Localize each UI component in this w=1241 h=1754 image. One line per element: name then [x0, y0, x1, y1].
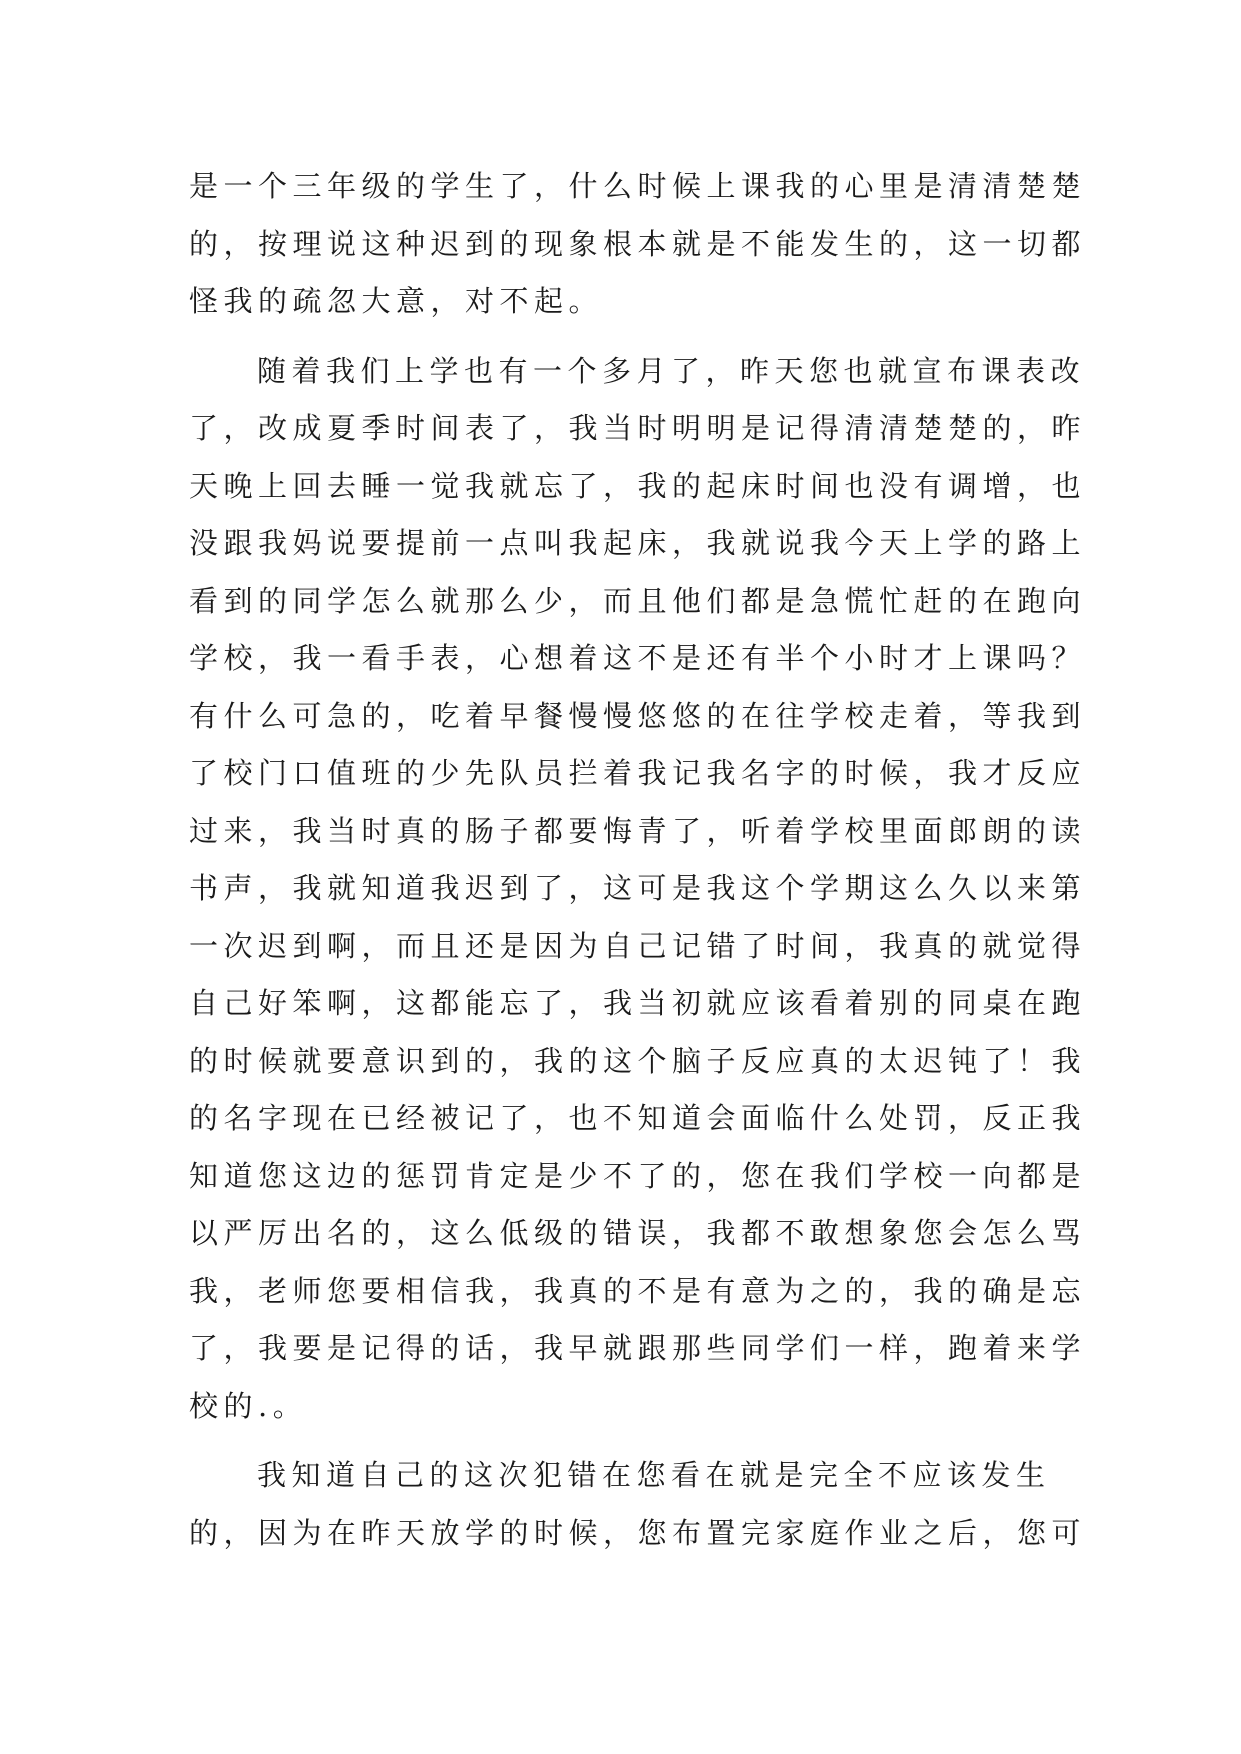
text-line: 的名字现在已经被记了，也不知道会面临什么处罚，反正我: [189, 1101, 1087, 1135]
text-line: 天晚上回去睡一觉我就忘了，我的起床时间也没有调增，也: [189, 468, 1087, 503]
text-line: 了，我要是记得的话，我早就跟那些同学们一样，跑着来学: [189, 1331, 1087, 1365]
text-line: 的，因为在昨天放学的时候，您布置完家庭作业之后，您可: [189, 1515, 1087, 1550]
text-line: 是一个三年级的学生了，什么时候上课我的心里是清清楚楚: [189, 169, 1087, 203]
text-line: 以严厉出名的，这么低级的错误，我都不敢想象您会怎么骂: [189, 1216, 1087, 1250]
text-line: 看到的同学怎么就那么少，而且他们都是急慌忙赶的在跑向: [189, 583, 1087, 618]
text-line: 没跟我妈说要提前一点叫我起床，我就说我今天上学的路上: [189, 526, 1087, 560]
text-line-indented: 我知道自己的这次犯错在您看在就是完全不应该发生: [257, 1458, 1051, 1492]
document-body: [189, 158, 1087, 1562]
text-line: 自己好笨啊，这都能忘了，我当初就应该看着别的同桌在跑: [189, 986, 1087, 1020]
paragraph-1: [189, 158, 1087, 331]
text-line: 一次迟到啊，而且还是因为自己记错了时间，我真的就觉得: [189, 928, 1087, 963]
text-line: 校的.。: [189, 1388, 308, 1423]
text-line: 过来，我当时真的肠子都要悔青了，听着学校里面郎朗的读: [189, 813, 1087, 848]
text-line: 书声，我就知道我迟到了，这可是我这个学期这么久以来第: [189, 871, 1087, 905]
text-line: 知道您这边的惩罚肯定是少不了的，您在我们学校一向都是: [189, 1158, 1087, 1193]
paragraph-3: [189, 1447, 1087, 1562]
text-line: 学校，我一看手表，心想着这不是还有半个小时才上课吗？: [189, 641, 1087, 675]
paragraph-2: [189, 343, 1087, 1436]
text-line: 的，按理说这种迟到的现象根本就是不能发生的，这一切都: [189, 226, 1087, 261]
text-line: 的时候就要意识到的，我的这个脑子反应真的太迟钝了！我: [189, 1043, 1087, 1078]
text-line: 了校门口值班的少先队员拦着我记我名字的时候，我才反应: [189, 756, 1087, 790]
text-line: 有什么可急的，吃着早餐慢慢悠悠的在往学校走着，等我到: [189, 698, 1087, 733]
text-line: 怪我的疏忽大意，对不起。: [189, 284, 604, 318]
text-line: 了，改成夏季时间表了，我当时明明是记得清清楚楚的，昨: [189, 411, 1087, 445]
text-line-indented: 随着我们上学也有一个多月了，昨天您也就宣布课表改: [257, 353, 1086, 388]
text-line: 我，老师您要相信我，我真的不是有意为之的，我的确是忘: [189, 1273, 1087, 1308]
